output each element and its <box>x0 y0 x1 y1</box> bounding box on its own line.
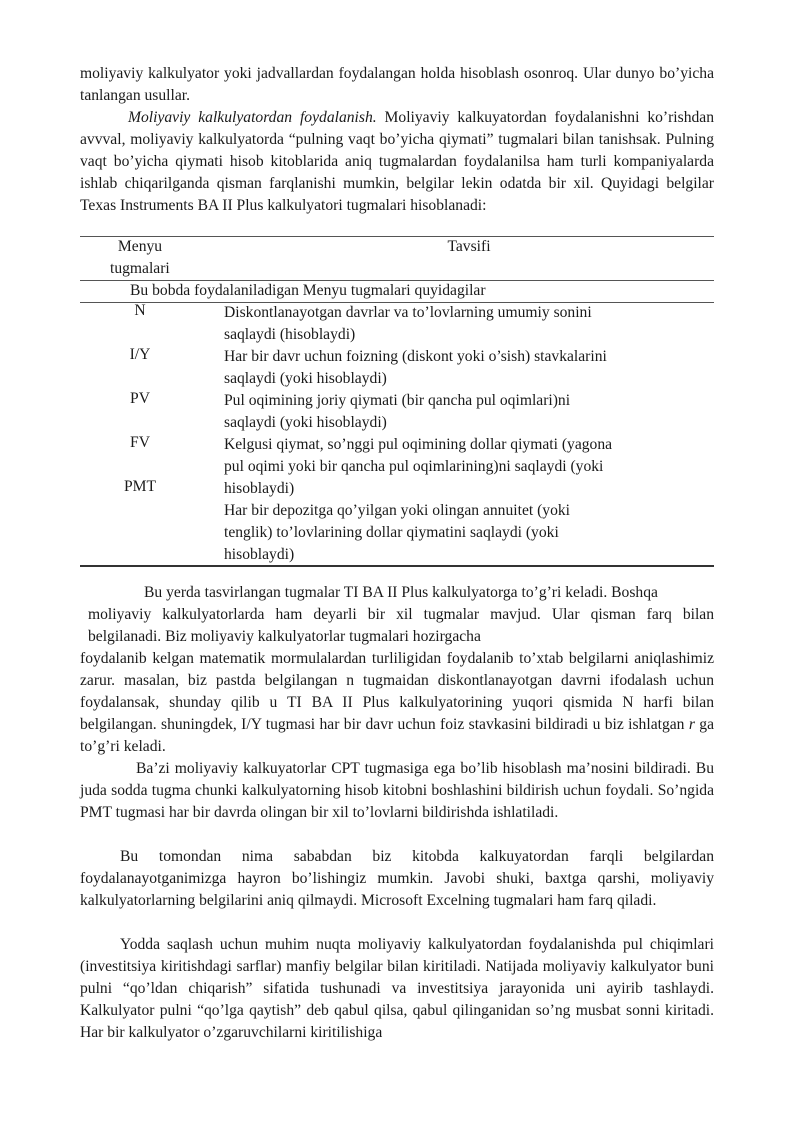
menu-desc-line: Diskontlanayotgan davrlar va to’lovlarning umumiy sonini <box>224 304 592 321</box>
after-table-line1: Bu yerda tasvirlangan tugmalar TI BA II Plus kalkulyatorga to’g’ri keladi. Boshqa <box>144 584 658 601</box>
section-heading-italic: Moliyaviy kalkulyatordan foydalanish. <box>128 109 377 126</box>
table-header-col1-line1: Menyu <box>117 238 163 255</box>
variable-r: r <box>688 716 695 733</box>
body-paragraph-cashflow: Yodda saqlash uchun muhim nuqta moliyaviy kalkulyatordan foydalanishda pul chiqimlari (investitsiya kiritishdagi sarflar) manfiy belgilar bilan kiritiladi. Natijada moliyaviy kalkulyator buni pulni “qo’ldan chiqarish” sifatida tushunadi va investitsiya jarayonida uni ayirib tashlaydi. Kalkulyator pulni “qo’lga qaytish” deb qabul qilsa, qabul qilinganidan so’ng musbat sonni kiritadi. Har bir kalkulyator o’zgaruvchilarni kiritilishiga <box>80 936 714 1041</box>
menu-desc-line: Har bir davr uchun foizning (diskont yoki o’sish) stavkalarini <box>224 348 607 365</box>
menu-key-PMT: PMT <box>123 478 157 495</box>
menu-desc-line: saqlaydi (yoki hisoblaydi) <box>224 370 387 387</box>
section-paragraph <box>80 107 714 217</box>
table-header-col1 <box>80 236 200 258</box>
body-paragraph-buttons <box>80 648 714 758</box>
section-paragraph-text: Moliyaviy kalkuyatordan foydalanishni ko’rishdan avvval, moliyaviy kalkulyatorda “pulning vaqt bo’yicha qiymati” tugmalari bilan tanishsak. Pulning vaqt bo’yicha qiymati hisob kitoblarida aniq tugmalardan foydalanilsa ham turli kompaniyalarda ishlab chiqarilganda qisman farqlanishi mumkin, belgilar lekin odatda bir xil. Quyidagi belgilar Texas Instruments BA II Plus kalkulyatori tugmalari hisoblanadi: <box>80 109 715 214</box>
after-table-paragraph <box>88 582 714 648</box>
menu-key-PV: PV <box>130 390 150 407</box>
menu-desc-line: saqlaydi (yoki hisoblaydi) <box>224 414 387 431</box>
table-header-col1-line2: tugmalari <box>110 260 170 277</box>
menu-desc-line: hisoblaydi) <box>224 546 295 563</box>
body-paragraph-symbols: Bu tomondan nima sababdan biz kitobda kalkuyatordan farqli belgilardan foydalanayotganimizga hayron bo’lishingiz mumkin. Javobi shuki, baxtga qarshi, moliyaviy kalkulyatorlarning belgilarini aniq qilmaydi. Microsoft Excelning tugmalari ham farq qiladi. <box>80 848 714 909</box>
menu-desc-line: tenglik) to’lovlarining dollar qiymatini saqlaydi (yoki <box>224 524 559 541</box>
menu-desc-line: saqlaydi (hisoblaydi) <box>224 326 356 343</box>
menu-desc-line: hisoblaydi) <box>224 480 295 497</box>
table-bottom-rule <box>80 565 714 567</box>
body-paragraph-buttons-text: foydalanib kelgan matematik mormulalardan turliligidan foydalanib to’xtab belgilarni aniqlashimiz zarur. masalan, biz pastda belgilangan n tugmaidan diskontlanayotgan davrni ifodalash uchun foydalansak, shunday qilib u TI BA II Plus kalkulyatorining yuqori qismida N harfi bilan belgilangan. shuningdek, I/Y tugmasi har bir davr uchun foiz stavkasini bildiradi u biz ishlatgan <box>80 650 714 733</box>
menu-key-FV: FV <box>130 434 150 451</box>
menu-desc-line: Har bir depozitga qo’yilgan yoki olingan annuitet (yoki <box>224 502 571 519</box>
after-table-line3: belgilanadi. Biz moliyaviy kalkulyatorlar tugmalari hozirgacha <box>88 628 481 645</box>
menu-desc-line: pul oqimi yoki bir qancha pul oqimlarining)ni saqlaydi (yoki <box>224 458 604 475</box>
menu-desc-line: Kelgusi qiymat, so’nggi pul oqimining dollar qiymati (yagona <box>224 436 613 453</box>
body-paragraph-buttons-end: ga to’g’ri keladi. <box>80 716 714 755</box>
menu-key-IY: I/Y <box>129 346 151 363</box>
table-subheader: Bu bobda foydalaniladigan Menyu tugmalari quyidagilar <box>130 282 486 299</box>
body-paragraph-cpt: Ba’zi moliyaviy kalkuyatorlar CPT tugmasiga ega bo’lib hisoblash ma’nosini bildiradi. Bu juda sodda tugma chunki kalkulyatorning hisob kitobni boshlashini bildirish uchun foydali. So’ngida PMT tugmasi har bir davrda olingan bir xil to’lovlarni bildirishda ishlatiladi. <box>80 760 714 821</box>
after-table-line2: moliyaviy kalkulyatorlarda ham deyarli bir xil tugmalar mavjud. Ular qisman farq bilan <box>88 606 714 623</box>
table-header-col2: Tavsifi <box>447 238 491 255</box>
menu-key-N: N <box>134 302 146 319</box>
menu-desc-line: Pul oqimining joriy qiymati (bir qancha pul oqimlari)ni <box>224 392 571 409</box>
intro-paragraph: moliyaviy kalkulyator yoki jadvallardan foydalangan holda hisoblash osonroq. Ular dunyo bo’yicha tanlangan usullar. <box>80 65 714 104</box>
